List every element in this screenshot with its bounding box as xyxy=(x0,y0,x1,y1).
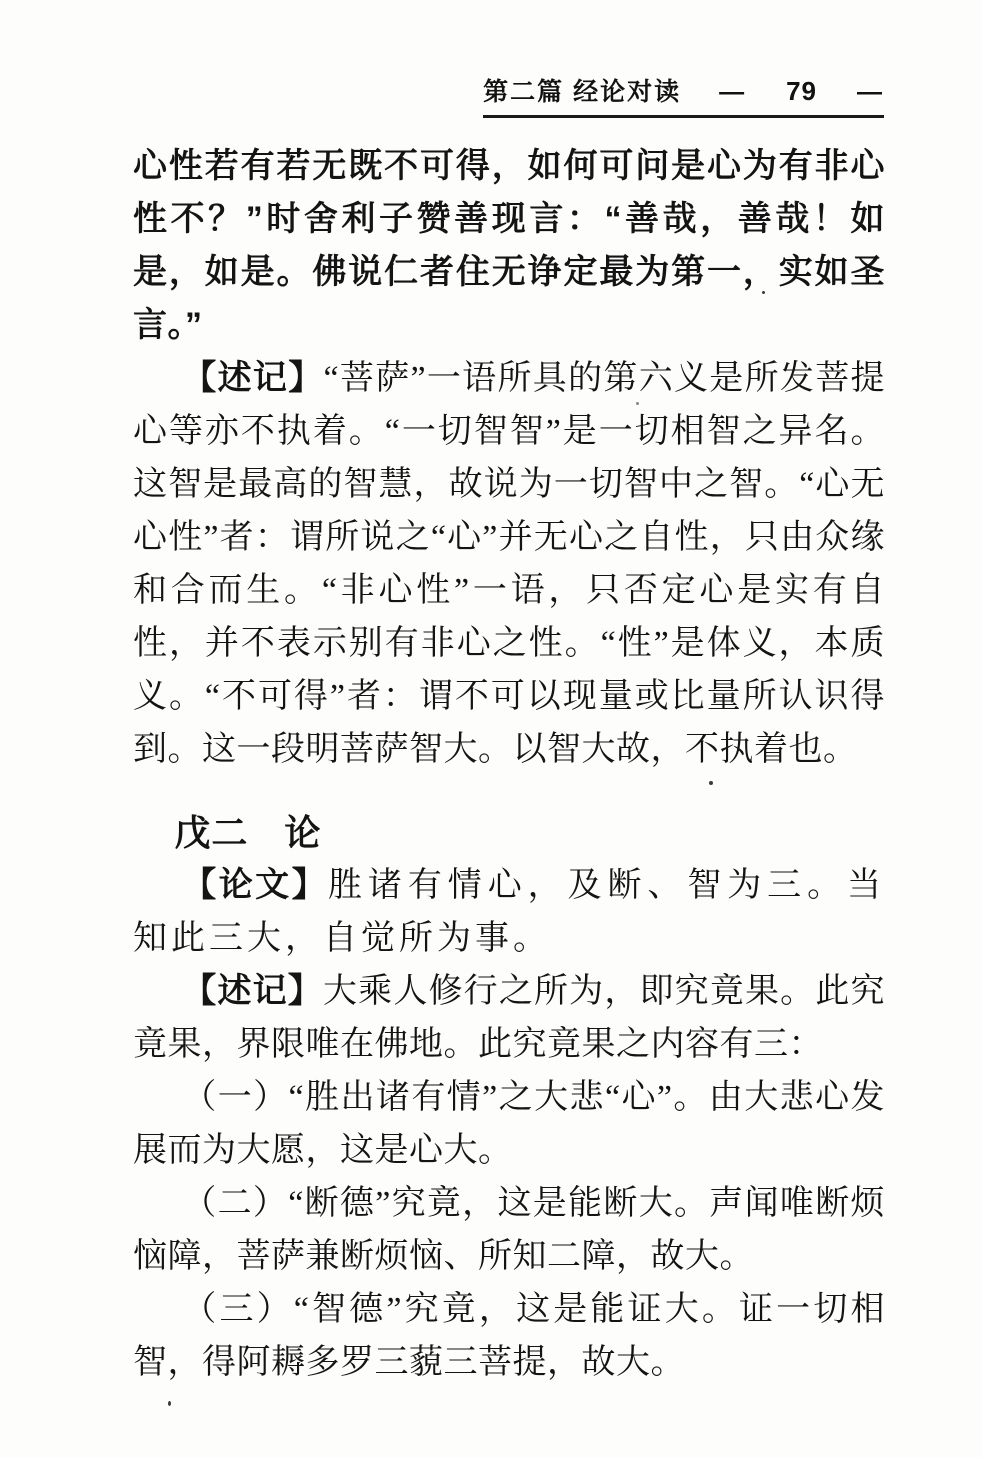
paragraph-shuji-commentary-2 xyxy=(133,965,885,1071)
paragraph-shuji-commentary-1 xyxy=(133,352,885,776)
paragraph-item-3: （三）“智德”究竟，这是能证大。证一切相智，得阿耨多罗三藐三菩提，故大。 xyxy=(133,1291,885,1381)
shuji-text: 大乘人修行之所为，即究竟果。此究竟果，界限唯在佛地。此究竟果之内容有三： xyxy=(133,973,886,1063)
header-page-number: 79 xyxy=(786,76,817,106)
shuji-label: 【述记】 xyxy=(182,972,323,1010)
running-header xyxy=(483,72,884,118)
section-heading xyxy=(133,806,885,859)
lunwen-text: 胜诸有情心，及断、智为三。当知此三大，自觉所为事。 xyxy=(133,867,886,957)
shuji-text: “菩萨”一语所具的第六义是所发菩提心等亦不执着。“一切智智”是一切相智之异名。这智是最高的智慧，故说为一切智中之智。“心无心性”者：谓所说之“心”并无心之自性，只由众缘和合而生。“非心性”一语，只否定心是实有自性，并不表示别有非心之性。“性”是体义，本质义。“不可得”者：谓不可以现量或比量所认识得到。这一段明菩萨智大。以智大故，不执着也。 xyxy=(133,360,885,768)
page-text-block xyxy=(133,140,885,1389)
scan-speck xyxy=(709,781,713,785)
header-dash-right: — xyxy=(857,78,884,106)
scan-speck xyxy=(168,1401,171,1406)
shuji-label: 【述记】 xyxy=(182,359,324,397)
paragraph-item-2: （二）“断德”究竟，这是能断大。声闻唯断烦恼障，菩萨兼断烦恼、所知二障，故大。 xyxy=(133,1185,885,1275)
paragraph-item-1: （一）“胜出诸有情”之大悲“心”。由大悲心发展而为大愿，这是心大。 xyxy=(133,1079,885,1169)
header-dash-left: — xyxy=(719,78,747,106)
section-heading-title: 论 xyxy=(284,812,322,853)
section-heading-number: 戊二 xyxy=(174,812,249,853)
paragraph-sutra-quote: 心性若有若无既不可得，如何可问是心为有非心性不？”时舍利子赞善现言：“善哉，善哉！如是，如是。佛说仁者住无诤定最为第一，实如圣言。” xyxy=(133,147,885,344)
scan-speck xyxy=(636,402,639,405)
lunwen-label: 【论文】 xyxy=(182,866,328,904)
header-section-title: 第二篇 经论对读 xyxy=(483,78,682,106)
scan-speck xyxy=(762,291,765,294)
paragraph-lunwen-verse xyxy=(133,859,885,965)
